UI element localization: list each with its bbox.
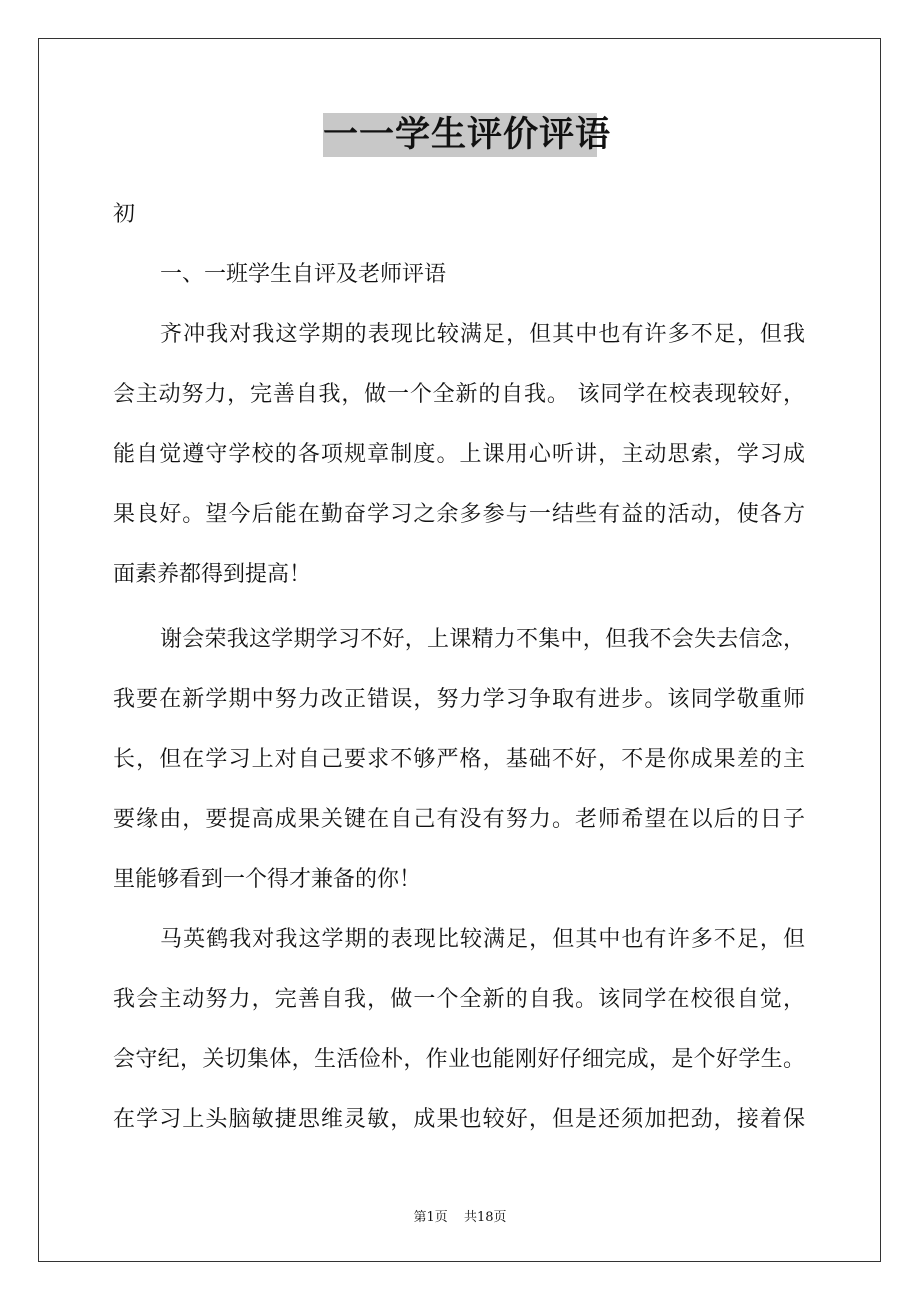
text-line: 谢会荣我这学期学习不好，上课精力不集中，但我不会失去信念，	[160, 627, 805, 652]
text-line: 里能够看到一个得才兼备的你！	[113, 867, 422, 892]
text-line: 在学习上头脑敏捷思维灵敏，成果也较好，但是还须加把劲，接着保	[113, 1107, 805, 1132]
page-footer	[0, 1206, 920, 1225]
text-line: 长，但在学习上对自己要求不够严格，基础不好，不是你成果差的主	[113, 747, 805, 772]
text-line: 马英鹤我对我这学期的表现比较满足，但其中也有许多不足，但	[160, 927, 805, 952]
text-line: 能自觉遵守学校的各项规章制度。上课用心听讲，主动思索，学习成	[113, 442, 805, 467]
text-line: 齐冲我对我这学期的表现比较满足，但其中也有许多不足，但我	[160, 322, 805, 347]
section-heading: 一、一班学生自评及老师评语	[160, 262, 447, 287]
text-line: 面素养都得到提高！	[113, 562, 312, 587]
text-line: 我要在新学期中努力改正错误，努力学习争取有进步。该同学敬重师	[113, 687, 805, 712]
text-line: 会守纪，关切集体，生活俭朴，作业也能刚好仔细完成，是个好学生。	[113, 1047, 805, 1072]
text-line: 我会主动努力，完善自我，做一个全新的自我。该同学在校很自觉，	[113, 987, 805, 1012]
page-number: 第1页	[413, 1210, 448, 1225]
document-title: 一一学生评价评语	[323, 114, 612, 155]
text-line: 要缘由，要提高成果关键在自己有没有努力。老师希望在以后的日子	[113, 807, 805, 832]
text-line: 会主动努力，完善自我，做一个全新的自我。 该同学在校表现较好，	[113, 382, 805, 407]
text-line: 果良好。望今后能在勤奋学习之余多参与一结些有益的活动，使各方	[113, 502, 805, 527]
text-line: 初	[113, 202, 136, 227]
page-total: 共18页	[463, 1210, 507, 1225]
